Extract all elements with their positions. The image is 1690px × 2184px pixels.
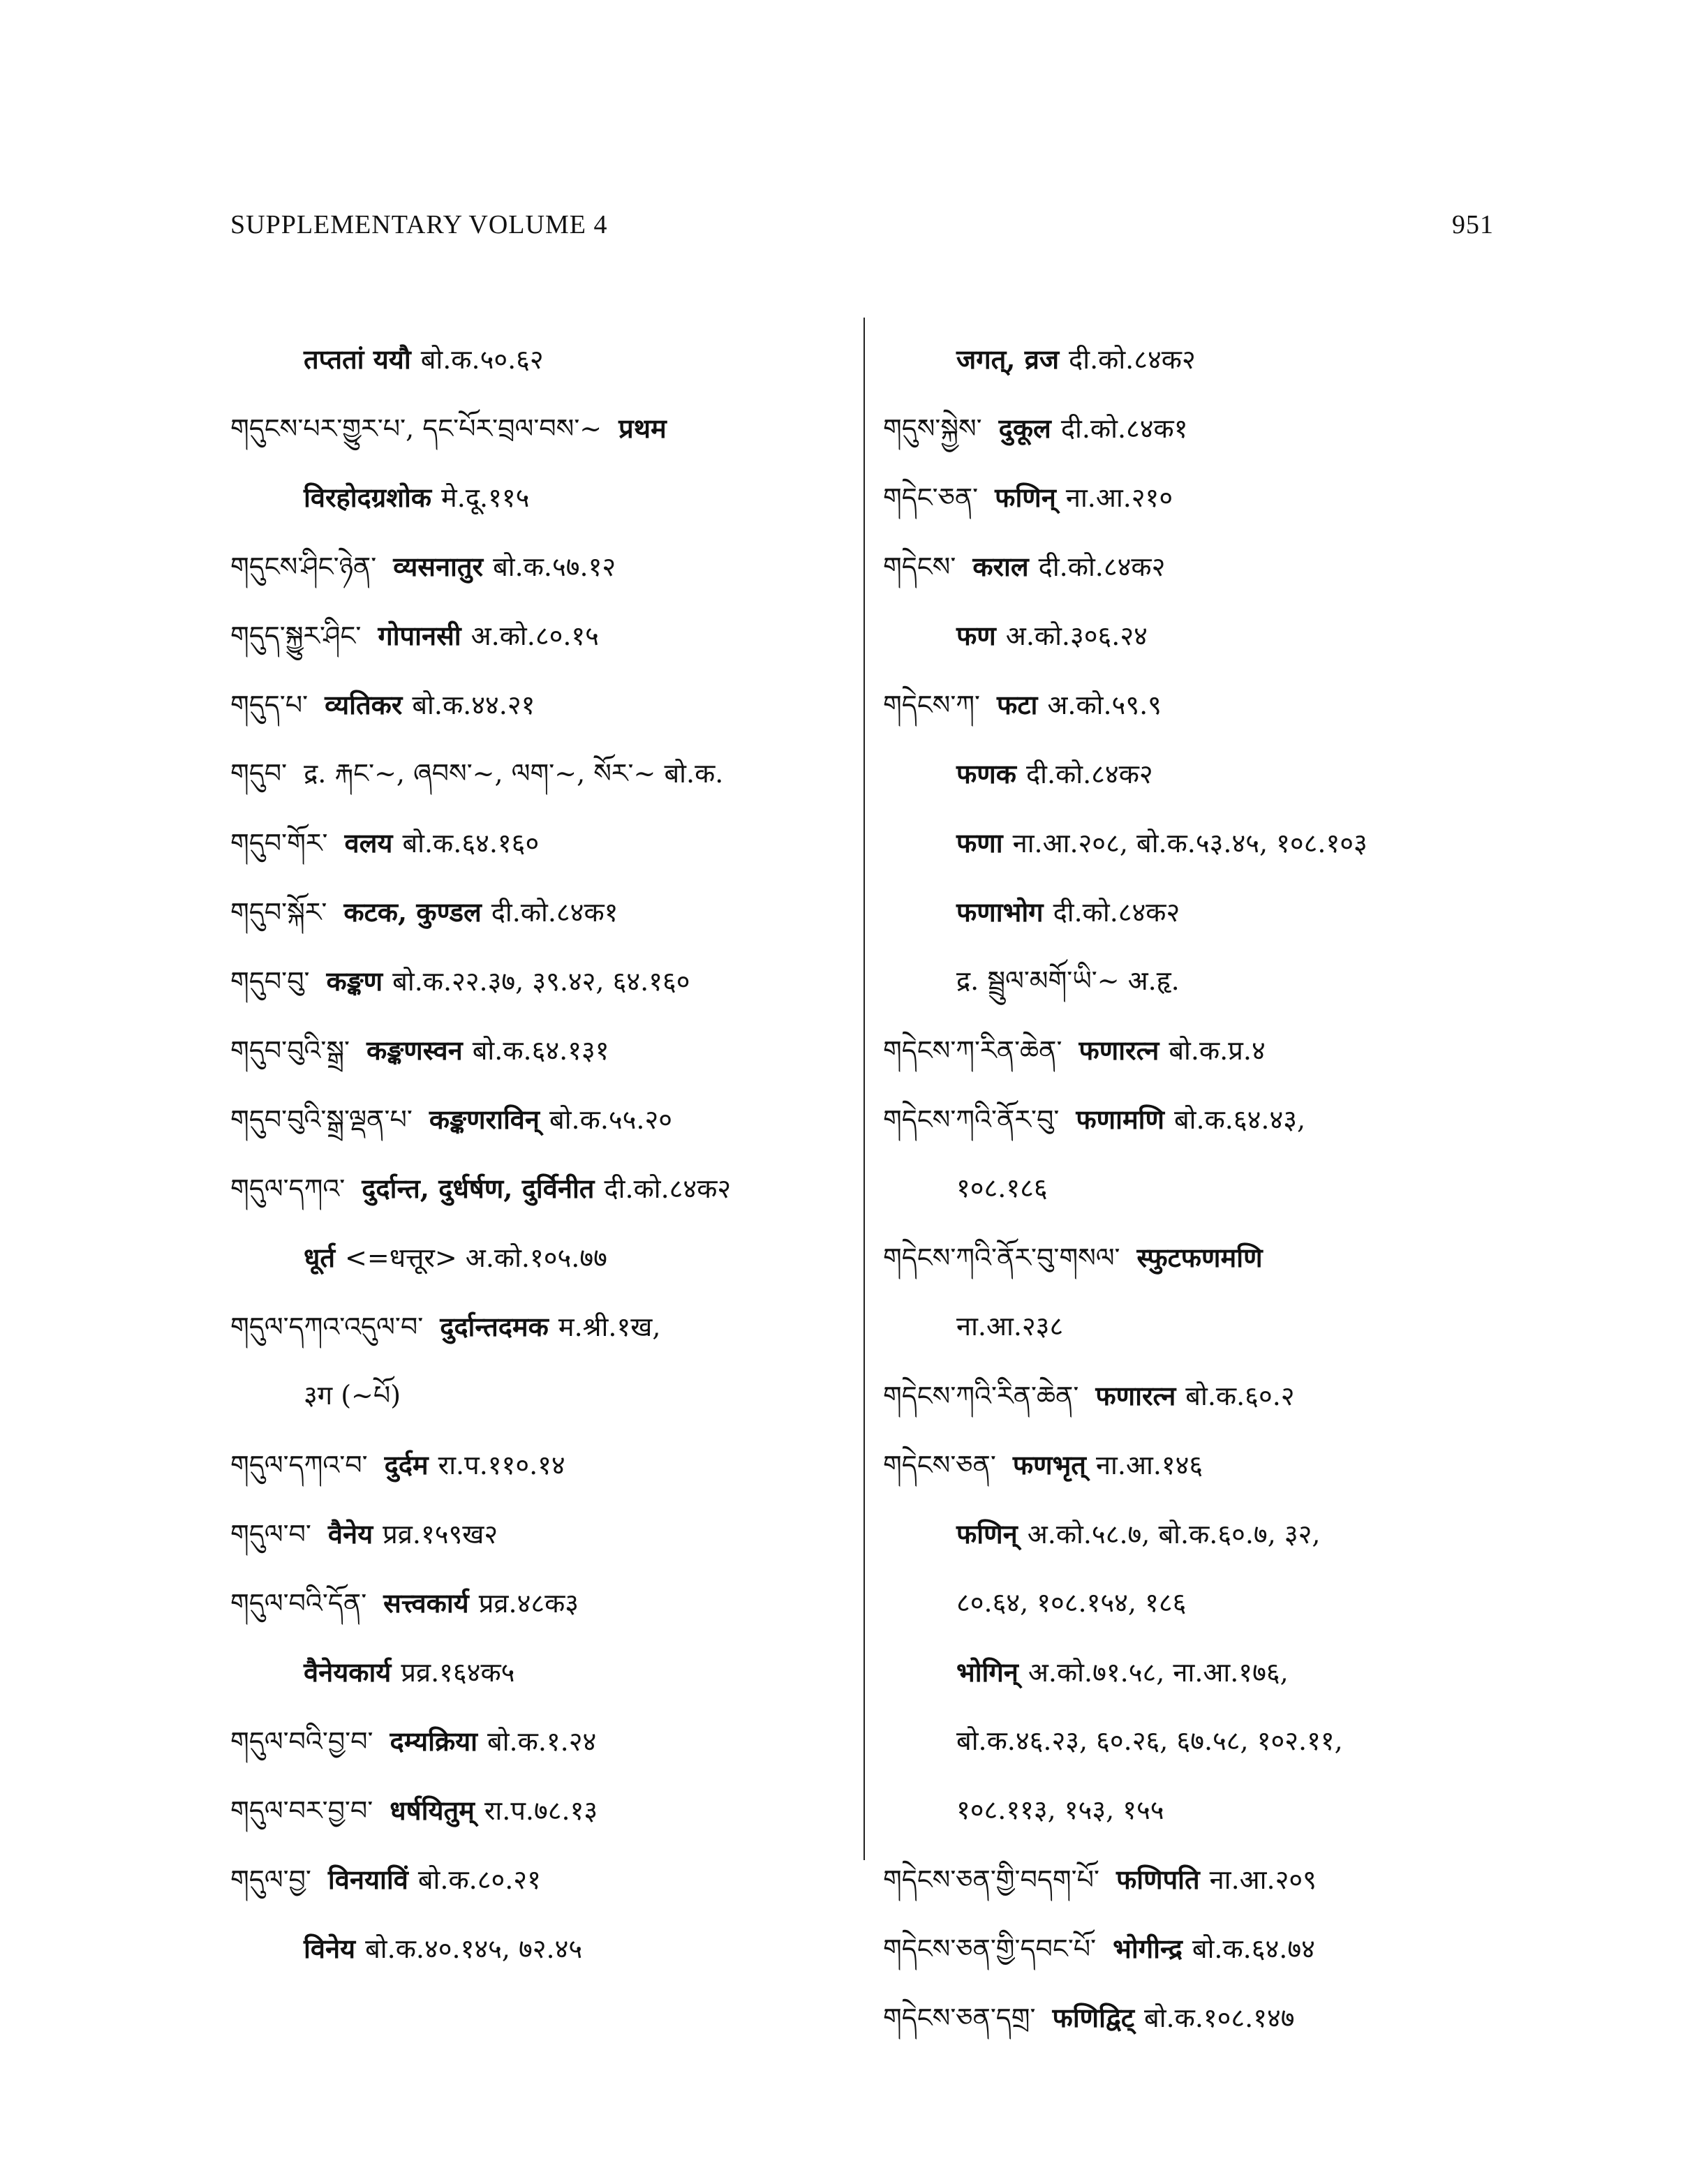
sanskrit-equivalent: फटा [997, 689, 1038, 720]
source-reference: अ.को.५८.७, बो.क.६०.७, ३२, [1027, 1519, 1321, 1550]
dictionary-entry [230, 1430, 859, 1499]
dictionary-entry [230, 1223, 859, 1292]
source-reference: अ.को.३०६.२४ [1005, 621, 1148, 651]
source-reference: ३ग (~པོ) [304, 1380, 401, 1411]
dictionary-entry [230, 1016, 859, 1085]
dictionary-entry [883, 601, 1511, 670]
sanskrit-equivalent: फणामणि [1076, 1104, 1164, 1135]
source-reference: दी.को.८४क२ [1053, 897, 1180, 928]
tibetan-headword: གདེངས་ཅན་དགྲ་ [883, 2003, 1036, 2033]
source-reference: दी.को.८४क२ [1025, 759, 1153, 789]
source-reference: बो.क.१०८.१४७ [1144, 2003, 1295, 2033]
sanskrit-equivalent: फण [956, 620, 996, 651]
dictionary-entry [230, 1637, 859, 1707]
dictionary-entry [883, 1568, 1511, 1637]
dictionary-entry [883, 1223, 1511, 1292]
dictionary-entry [230, 946, 859, 1016]
sanskrit-equivalent: फणिद्विट् [1052, 2002, 1135, 2033]
right-column [883, 325, 1511, 2052]
tibetan-headword: གདུད་སྐྱུར་ཤིང་ [230, 621, 362, 651]
running-title: SUPPLEMENTARY VOLUME 4 [230, 210, 608, 239]
tibetan-headword: གདེངས་ཀ་ [883, 690, 981, 720]
source-reference: दी.को.८४क२ [1038, 551, 1166, 582]
sanskrit-equivalent: दम्यक्रिया [390, 1725, 478, 1757]
sanskrit-equivalent: कङ्कण [326, 965, 383, 997]
dictionary-entry [230, 1499, 859, 1568]
dictionary-entry [883, 1914, 1511, 1983]
dictionary-entry [883, 1637, 1511, 1707]
tibetan-headword: གདེངས་ཀ་རིན་ཆེན་ [883, 1035, 1062, 1066]
source-reference: प्रव्र.१५९ख२ [383, 1519, 498, 1550]
sanskrit-equivalent: भोगीन्द्र [1113, 1933, 1183, 1964]
dictionary-entry [230, 1292, 859, 1361]
tibetan-headword: གདུངས་པར་གྱུར་པ་, དང་པོར་བྲལ་བས་~ [230, 413, 602, 444]
dictionary-entry [883, 532, 1511, 601]
sanskrit-equivalent: कटक, कुण्डल [343, 896, 482, 928]
source-reference: अ.को.७१.५८, ना.आ.१७६, [1028, 1657, 1289, 1688]
source-reference: ना.आ.२३८ [956, 1311, 1064, 1342]
dictionary-entry [883, 1430, 1511, 1499]
source-reference: बो.क.५७.१२ [493, 551, 616, 582]
source-reference: रा.प.७८.१३ [484, 1795, 598, 1826]
source-reference: बो.क.४६.२३, ६०.२६, ६७.५८, १०२.११, [956, 1725, 1343, 1756]
tibetan-headword: གདུལ་དཀའ་འདུལ་བ་ [230, 1312, 424, 1342]
sanskrit-equivalent: दुर्दान्त, दुर्धर्षण, दुर्विनीत [362, 1173, 595, 1204]
sanskrit-equivalent: फणिपति [1115, 1864, 1200, 1895]
source-reference: दी.को.८४क१ [491, 897, 618, 928]
dictionary-entry [230, 532, 859, 601]
sanskrit-equivalent: कङ्कणस्वन [366, 1034, 463, 1066]
dictionary-entry [230, 877, 859, 946]
dictionary-entry [230, 463, 859, 532]
dictionary-entry [883, 1292, 1511, 1361]
source-reference: ना.आ.१४६ [1095, 1450, 1203, 1480]
dictionary-entry [883, 877, 1511, 946]
sanskrit-equivalent: धूर्त [304, 1242, 336, 1273]
source-reference: बो.क.५५.२० [549, 1104, 673, 1135]
sanskrit-equivalent: दुकूल [998, 413, 1051, 444]
tibetan-headword: གདེངས་ཅན་ [883, 1450, 996, 1480]
sanskrit-equivalent: फणा [956, 827, 1003, 859]
dictionary-entry [883, 946, 1511, 1016]
dictionary-entry [230, 1154, 859, 1223]
dictionary-entry [230, 808, 859, 877]
source-reference: म.श्री.१ख, [558, 1312, 661, 1342]
dictionary-entry [883, 1361, 1511, 1430]
tibetan-headword: གདུལ་བར་བྱ་བ་ [230, 1795, 373, 1826]
source-reference: प्रव्र.४८क३ [478, 1588, 579, 1619]
sanskrit-equivalent: फणाभोग [956, 896, 1044, 928]
left-column [230, 325, 859, 1983]
dictionary-entry [883, 1983, 1511, 2052]
tibetan-headword: གདུབ་བུའི་སྒྲ་ལྡན་པ་ [230, 1104, 413, 1135]
tibetan-headword: གདེངས་ཀའི་ནོར་བུ་གསལ་ [883, 1242, 1120, 1273]
dictionary-entry [883, 808, 1511, 877]
sanskrit-equivalent: वैनेय [327, 1518, 373, 1550]
source-reference: ना.आ.२०८, बो.क.५३.४५, १०८.१०३ [1012, 828, 1367, 859]
dictionary-entry [230, 670, 859, 739]
sanskrit-equivalent: फणभृत् [1012, 1449, 1086, 1480]
sanskrit-equivalent: फणक [956, 758, 1016, 789]
sanskrit-equivalent: स्फुटफणमणि [1136, 1242, 1263, 1273]
tibetan-headword: གདུབ་སྐོར་ [230, 897, 327, 928]
source-reference: बो.क.८०.२१ [417, 1864, 541, 1895]
sanskrit-equivalent: धर्षयितुम् [390, 1795, 475, 1826]
dictionary-entry [883, 1845, 1511, 1914]
source-reference: १०८.१८६ [956, 1173, 1048, 1203]
tibetan-headword: གདུབ་བུ་ [230, 966, 310, 997]
source-reference: बो.क.५०.६२ [420, 344, 544, 375]
dictionary-entry [230, 1361, 859, 1430]
sanskrit-equivalent: व्यसनातुर [393, 551, 484, 582]
source-reference: रा.प.११०.१४ [438, 1450, 565, 1480]
source-reference: दी.को.८४क१ [1060, 413, 1188, 444]
source-reference: बो.क.६४.७४ [1192, 1933, 1315, 1964]
sanskrit-equivalent: विनेय [304, 1933, 356, 1964]
source-reference: ना.आ.२०९ [1209, 1864, 1317, 1895]
page-number: 951 [1452, 210, 1494, 239]
sanskrit-equivalent: सत्त्वकार्य [383, 1587, 469, 1619]
tibetan-headword: གདུད་པ་ [230, 690, 309, 720]
tibetan-headword: གདེངས་ཀའི་རིན་ཆེན་ [883, 1381, 1079, 1411]
dictionary-entry [883, 670, 1511, 739]
sanskrit-equivalent: फणारत्न [1079, 1034, 1159, 1066]
source-reference: अ.को.५९.९ [1047, 690, 1162, 720]
sanskrit-equivalent: फणारत्न [1095, 1380, 1176, 1411]
source-reference: मे.दू.११५ [441, 482, 530, 513]
tibetan-headword: གདུབ་གོར་ [230, 828, 328, 859]
source-reference: १०८.११३, १५३, १५५ [956, 1795, 1164, 1825]
dictionary-entry [230, 1776, 859, 1845]
source-reference: प्रव्र.१६४क५ [401, 1657, 515, 1688]
dictionary-entry [230, 739, 859, 808]
tibetan-headword: གདུལ་བའི་དོན་ [230, 1588, 367, 1619]
page-header [230, 209, 1494, 251]
dictionary-entry [230, 1568, 859, 1637]
tibetan-headword: གདུངས་ཤིང་ཉེན་ [230, 551, 377, 582]
dictionary-entry [230, 1085, 859, 1154]
source-reference: बो.क.६४.४३, [1173, 1104, 1306, 1135]
tibetan-headword: གདུབ་བུའི་སྒྲ་ [230, 1035, 350, 1066]
sanskrit-equivalent: गोपानसी [378, 620, 461, 651]
sanskrit-equivalent: विरहोदग्रशोक [304, 482, 432, 513]
sanskrit-equivalent: जगत्, व्रज [956, 343, 1060, 375]
sanskrit-equivalent: दुर्दम [384, 1449, 429, 1480]
sanskrit-equivalent: कङ्कणराविन् [429, 1104, 540, 1135]
dictionary-entry [883, 1707, 1511, 1776]
source-reference: दी.को.८४क२ [1069, 344, 1196, 375]
sanskrit-equivalent: वलय [344, 827, 393, 859]
source-reference: बो.क.४४.२१ [412, 690, 535, 720]
tibetan-headword: གདུལ་བྱ་ [230, 1864, 311, 1895]
dictionary-entry [230, 601, 859, 670]
dictionary-entry [883, 739, 1511, 808]
dictionary-entry [230, 325, 859, 394]
tibetan-headword: གདུས་སྐྱེས་ [883, 413, 982, 444]
sanskrit-equivalent: फणिन् [956, 1518, 1018, 1550]
tibetan-headword: གདེང་ཅན་ [883, 482, 979, 513]
source-reference: बो.क.४०.१४५, ७२.४५ [365, 1933, 583, 1964]
sanskrit-equivalent: भोगिन् [956, 1656, 1018, 1688]
source-reference: ना.आ.२१० [1065, 482, 1173, 513]
tibetan-headword: གདེངས་ཀའི་ནོར་བུ་ [883, 1104, 1060, 1135]
tibetan-headword: གདུལ་དཀའ་ [230, 1173, 346, 1204]
dictionary-entry [230, 394, 859, 463]
tibetan-headword: གདུལ་བ་ [230, 1519, 311, 1550]
source-reference: बो.क.प्र.४ [1169, 1035, 1266, 1066]
source-reference: ८०.६४, १०८.१५४, १८६ [956, 1587, 1187, 1618]
sanskrit-equivalent: प्रथम [618, 413, 667, 444]
sanskrit-equivalent: वैनेयकार्य [304, 1656, 392, 1688]
dictionary-entry [883, 1154, 1511, 1223]
dictionary-entry [883, 1776, 1511, 1845]
tibetan-headword: གདུལ་བའི་བྱ་བ་ [230, 1726, 373, 1757]
source-reference: बो.क.६४.१३१ [472, 1035, 609, 1066]
dictionary-entry [883, 463, 1511, 532]
sanskrit-equivalent: विनयाविं [327, 1864, 408, 1895]
sanskrit-equivalent: फणिन् [995, 482, 1056, 513]
tibetan-headword: གདེངས་ཅན་གྱི་བདག་པོ་ [883, 1864, 1099, 1895]
dictionary-entry [883, 1016, 1511, 1085]
tibetan-headword: གདེངས་ [883, 551, 956, 582]
dictionary-entry [230, 1914, 859, 1983]
dictionary-entry [230, 1845, 859, 1914]
sanskrit-equivalent: कराल [972, 551, 1029, 582]
source-reference: द्र. རྐང་~, ཞབས་~, ལག་~, སོར་~ बो.क. [304, 758, 724, 789]
dictionary-entry [883, 325, 1511, 394]
source-reference: दी.को.८४क२ [604, 1173, 732, 1204]
source-reference: <=धत्तूर> अ.को.१०५.७७ [345, 1242, 607, 1273]
dictionary-entry [230, 1707, 859, 1776]
sanskrit-equivalent: दुर्दान्तदमक [440, 1311, 549, 1342]
sanskrit-equivalent: तप्ततां ययौ [304, 343, 411, 375]
dictionary-entry [883, 394, 1511, 463]
source-reference: बो.क.६४.१६० [402, 828, 540, 859]
tibetan-headword: གདེངས་ཅན་གྱི་དབང་པོ་ [883, 1933, 1097, 1964]
dictionary-entry [883, 1085, 1511, 1154]
sanskrit-equivalent: व्यतिकर [325, 689, 403, 720]
source-reference: द्र. སྦྲུལ་མགོ་ཡི་~ अ.हृ. [956, 965, 1180, 996]
column-divider [863, 318, 865, 1860]
dictionary-entry [883, 1499, 1511, 1568]
tibetan-headword: གདུལ་དཀའ་བ་ [230, 1450, 368, 1480]
source-reference: बो.क.२२.३७, ३९.४२, ६४.१६० [392, 966, 690, 997]
source-reference: बो.क.६०.२ [1185, 1381, 1295, 1411]
source-reference: अ.को.८०.१५ [470, 621, 599, 651]
source-reference: बो.क.१.२४ [487, 1726, 597, 1757]
tibetan-headword: གདུབ་ [230, 758, 288, 789]
